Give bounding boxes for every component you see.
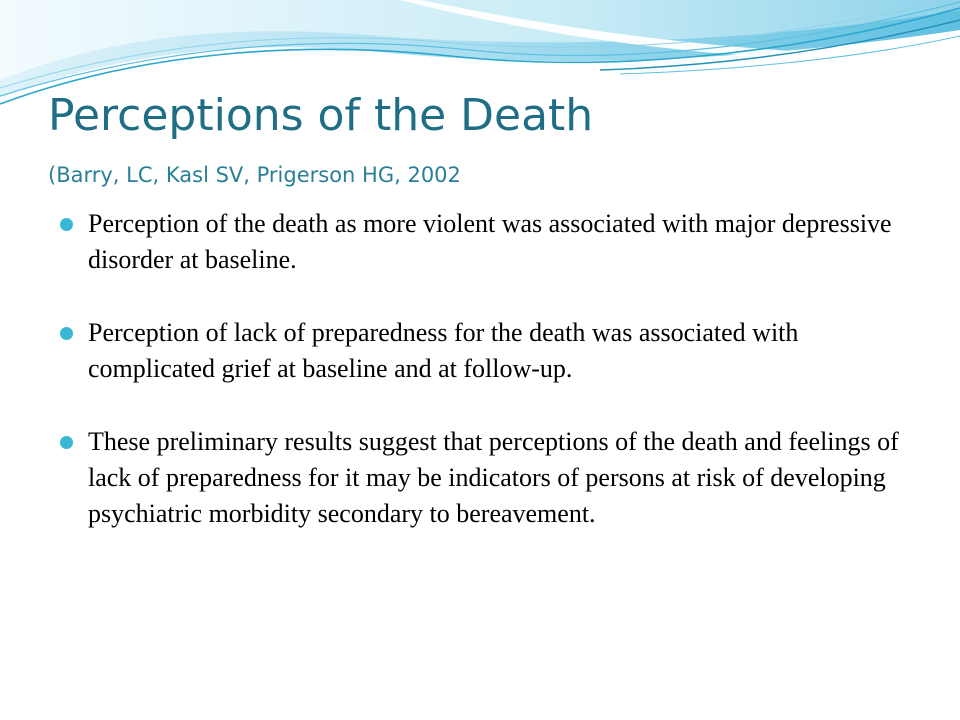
bullet-item bbox=[60, 315, 920, 387]
bullet-item bbox=[60, 206, 920, 278]
bullet-dot-icon bbox=[60, 327, 73, 340]
bullet-dot-icon bbox=[60, 436, 73, 449]
bullet-text: These preliminary results suggest that perceptions of the death and feelings of lack of preparedness for it may be indicators of persons at risk of developing psychiatric morbidity secondary to bereavement. bbox=[88, 427, 899, 528]
bullet-item bbox=[60, 424, 920, 532]
slide-subtitle-citation: (Barry, LC, Kasl SV, Prigerson HG, 2002 bbox=[48, 163, 461, 187]
bullet-text: Perception of lack of preparedness for the death was associated with complicated grief at baseline and at follow-up. bbox=[88, 318, 799, 383]
slide-title: Perceptions of the Death bbox=[48, 90, 594, 141]
bullet-list bbox=[60, 206, 920, 569]
bullet-text: Perception of the death as more violent was associated with major depressive disorder at baseline. bbox=[88, 209, 892, 274]
bullet-dot-icon bbox=[60, 218, 73, 231]
